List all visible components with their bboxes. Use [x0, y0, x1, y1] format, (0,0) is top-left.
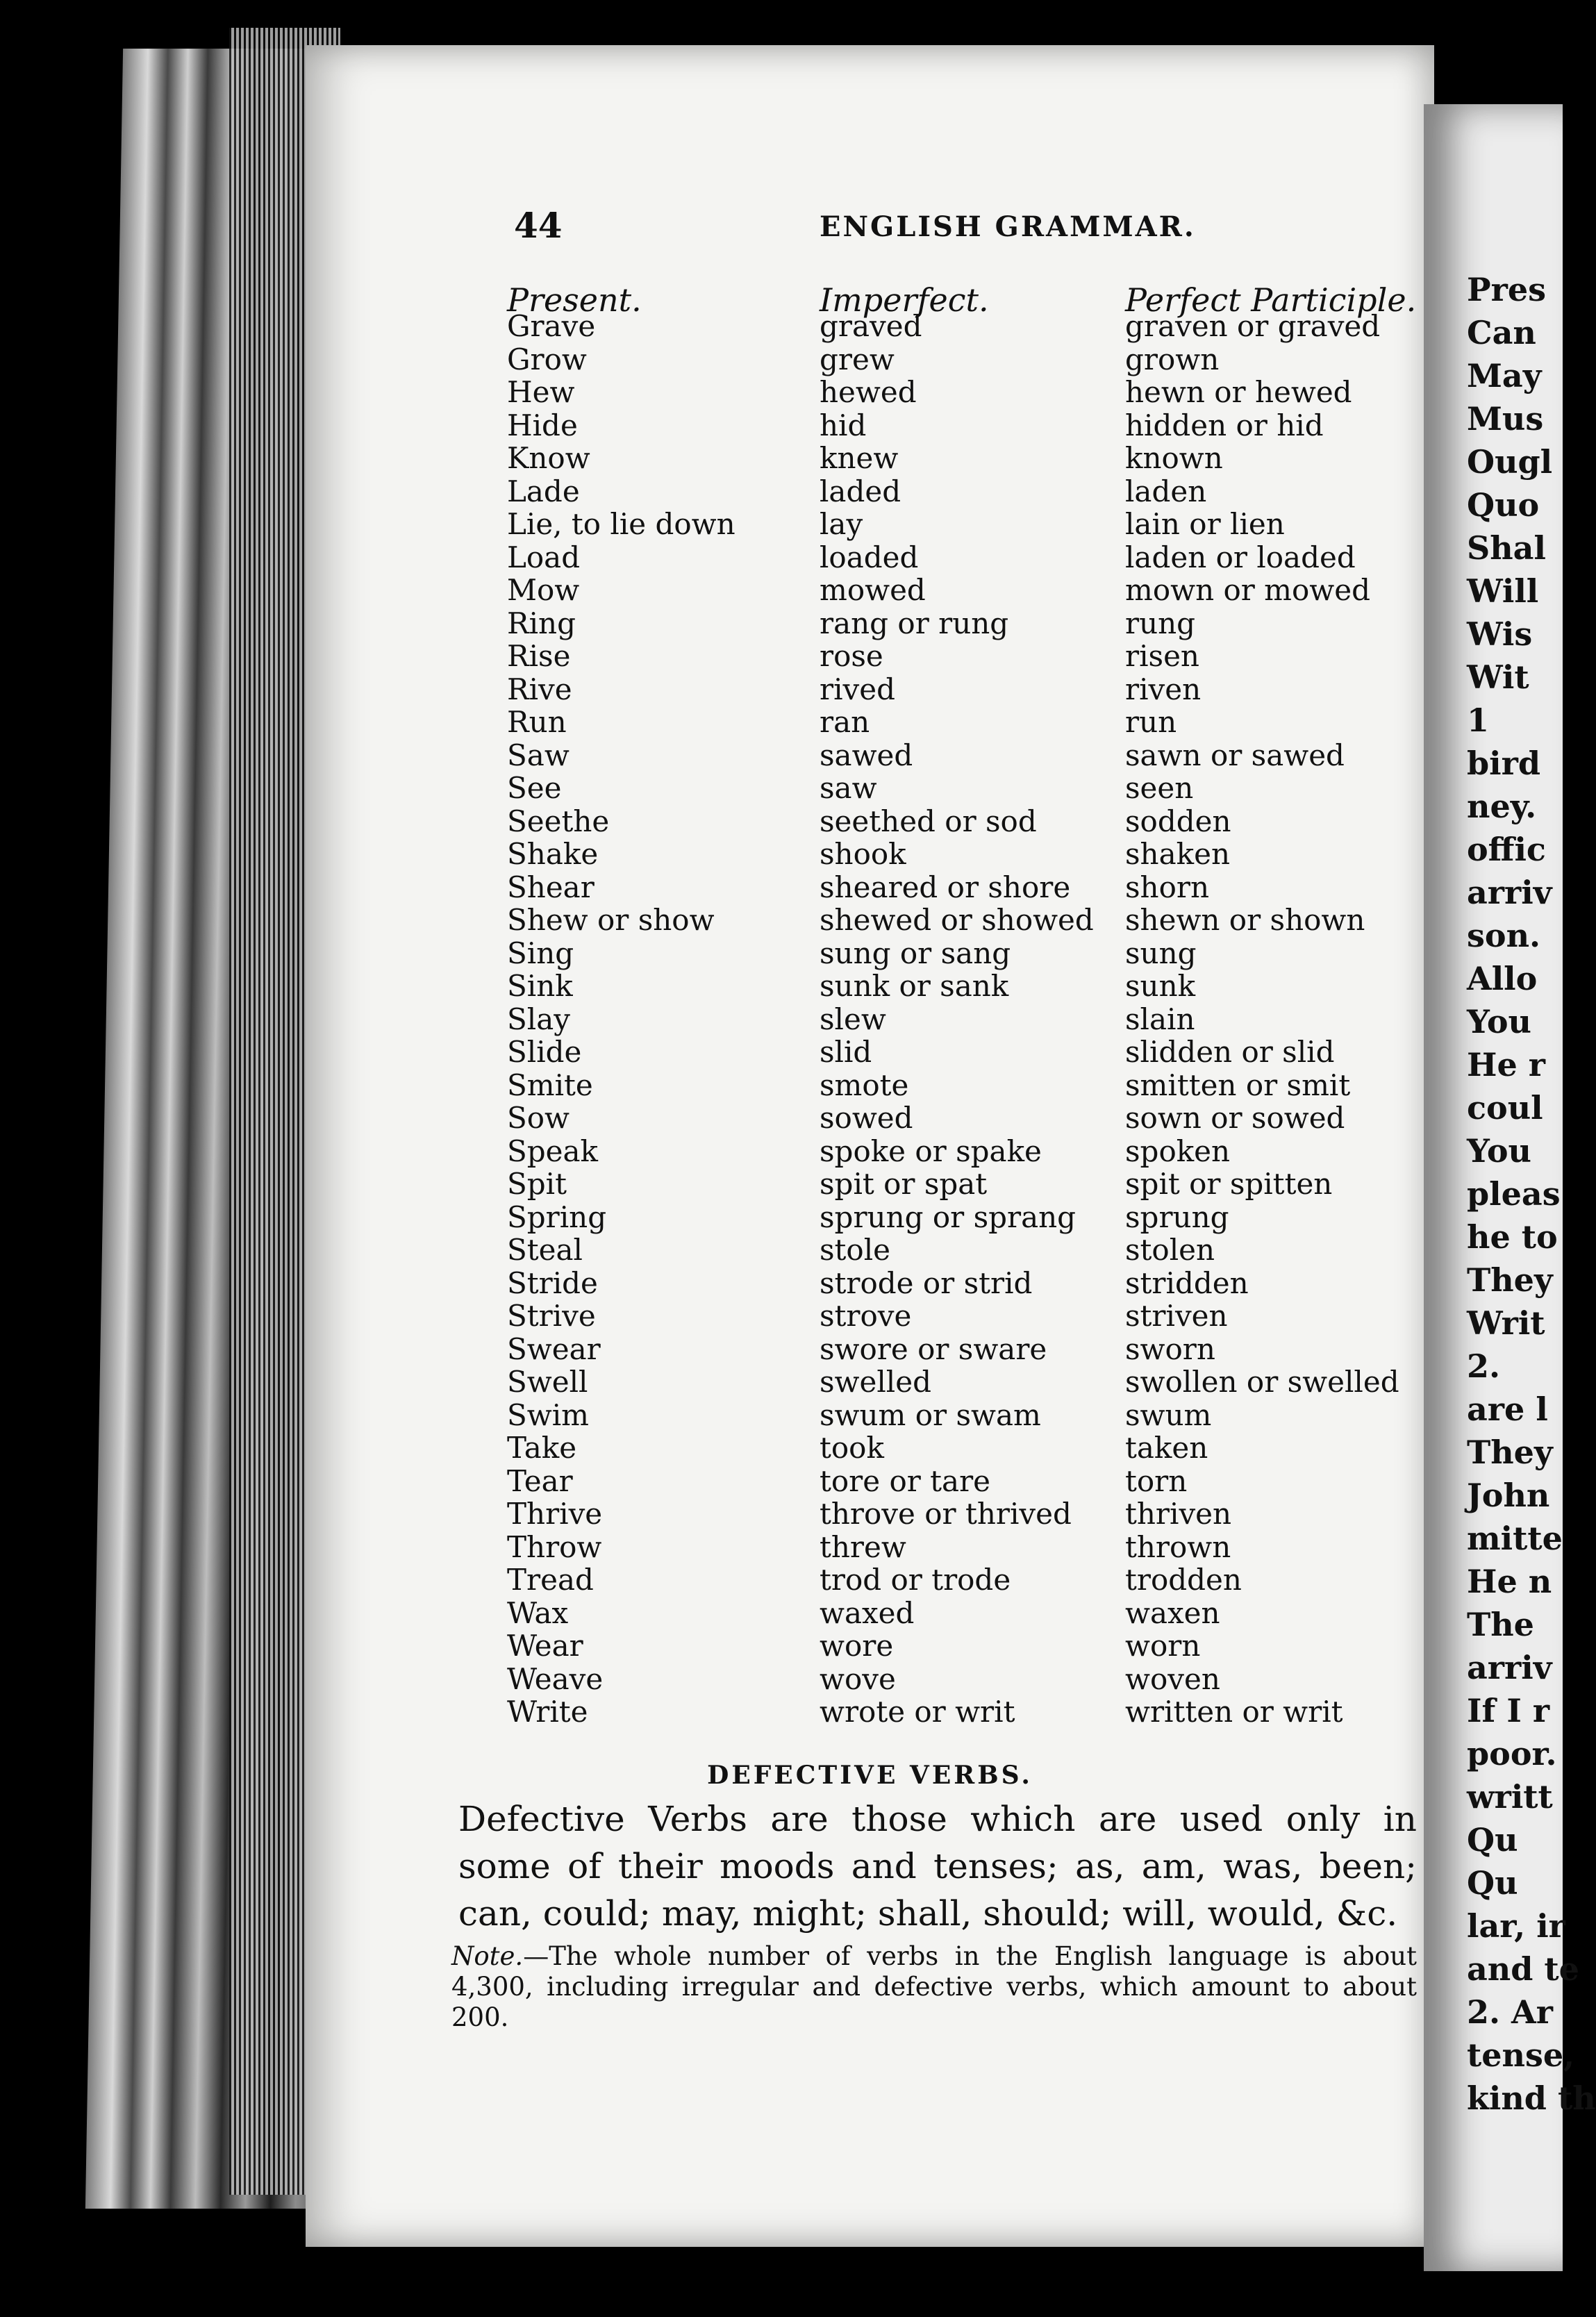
verb-imperfect: wore	[820, 1629, 894, 1663]
verb-imperfect: trod or trode	[820, 1563, 1011, 1597]
facing-page-line: Writ	[1467, 1304, 1545, 1342]
verb-imperfect: strode or strid	[820, 1265, 1033, 1300]
verb-present: Ring	[507, 606, 576, 640]
verb-present: Steal	[507, 1233, 583, 1267]
verb-imperfect: ran	[820, 705, 870, 739]
facing-page-line: he to	[1467, 1218, 1558, 1256]
facing-page-line: and te	[1467, 1950, 1579, 1988]
facing-page-line: kind th	[1467, 2079, 1596, 2117]
verb-imperfect: took	[820, 1431, 884, 1465]
table-row	[306, 1233, 1434, 1266]
verb-present: Swell	[507, 1365, 588, 1399]
verb-participle: waxen	[1125, 1595, 1220, 1630]
verb-participle: laden or loaded	[1125, 540, 1356, 574]
facing-page	[1424, 104, 1596, 2271]
verb-imperfect: shook	[820, 837, 906, 871]
verb-present: Sink	[507, 969, 573, 1003]
verb-present: Strive	[507, 1299, 596, 1333]
verb-participle: woven	[1125, 1661, 1220, 1696]
verb-present: Swear	[507, 1331, 601, 1366]
verb-participle: slain	[1125, 1002, 1195, 1036]
verb-participle: sunk	[1125, 969, 1196, 1003]
facing-page-line: You	[1467, 1132, 1531, 1170]
facing-page-line: They	[1467, 1434, 1553, 1471]
verb-imperfect: seethed or sod	[820, 804, 1037, 838]
table-row	[306, 1068, 1434, 1102]
facing-page-line: arriv	[1467, 874, 1552, 911]
table-row	[306, 837, 1434, 870]
verb-imperfect: loaded	[820, 540, 919, 574]
verb-participle: thriven	[1125, 1497, 1232, 1531]
facing-page-line: are l	[1467, 1390, 1548, 1428]
facing-page-line: poor.	[1467, 1735, 1557, 1772]
verb-participle: slidden or slid	[1125, 1035, 1335, 1069]
verb-present: Tear	[507, 1463, 573, 1498]
table-row	[306, 1530, 1434, 1563]
facing-page-line: coul	[1467, 1089, 1543, 1127]
facing-page-line: offic	[1467, 831, 1546, 868]
verb-participle: sown or sowed	[1125, 1101, 1345, 1135]
running-head: ENGLISH GRAMMAR.	[820, 210, 1196, 243]
verb-participle: worn	[1125, 1629, 1201, 1663]
note-paragraph	[451, 1941, 1417, 2033]
table-row	[306, 1332, 1434, 1365]
verb-present: Spring	[507, 1199, 607, 1234]
table-row	[306, 804, 1434, 838]
verb-imperfect: throve or thrived	[820, 1497, 1072, 1531]
verb-present: Thrive	[507, 1497, 603, 1531]
facing-page-line: Wis	[1467, 615, 1533, 653]
verb-present: Spit	[507, 1167, 567, 1201]
verb-imperfect: threw	[820, 1529, 906, 1564]
verb-imperfect: sawed	[820, 738, 913, 772]
verb-participle: shewn or shown	[1125, 903, 1365, 937]
verb-present: Slay	[507, 1002, 570, 1036]
verb-present: Seethe	[507, 804, 610, 838]
table-row	[306, 738, 1434, 772]
verb-imperfect: wove	[820, 1661, 896, 1696]
verb-imperfect: shewed or showed	[820, 903, 1094, 937]
table-row	[306, 309, 1434, 342]
verb-present: Tread	[507, 1563, 594, 1597]
verb-participle: swum	[1125, 1397, 1212, 1432]
table-row	[306, 1365, 1434, 1398]
verb-imperfect: rose	[820, 639, 883, 673]
verb-participle: known	[1125, 441, 1223, 475]
facing-page-line: He n	[1467, 1563, 1552, 1600]
table-row	[306, 1563, 1434, 1596]
table-row	[306, 573, 1434, 606]
facing-page-line: lar, ir	[1467, 1907, 1565, 1945]
table-row	[306, 639, 1434, 672]
facing-page-line: You	[1467, 1003, 1531, 1040]
verb-participle: laden	[1125, 474, 1207, 508]
verb-present: Run	[507, 705, 567, 739]
note-lead: Note.	[451, 1941, 524, 1971]
verb-participle: striven	[1125, 1299, 1228, 1333]
verb-imperfect: grew	[820, 342, 895, 376]
facing-page-line: Qu	[1467, 1821, 1518, 1859]
verb-present: Stride	[507, 1265, 598, 1300]
defective-verbs-paragraph: Defective Verbs are those which are used only in some of their moods and tenses; as, am, was, been; can, could; may, might; shall, should; will, would, &c.	[458, 1799, 1417, 1934]
verb-participle: sung	[1125, 936, 1197, 970]
column-header-imperfect: Imperfect.	[820, 281, 989, 319]
table-row	[306, 1662, 1434, 1695]
verb-imperfect: hewed	[820, 375, 917, 409]
facing-page-line: bird	[1467, 745, 1541, 782]
column-header-participle: Perfect Participle.	[1125, 281, 1417, 319]
table-row	[306, 969, 1434, 1002]
verb-participle: shaken	[1125, 837, 1230, 871]
verb-imperfect: swore or sware	[820, 1331, 1047, 1366]
verb-participle: sawn or sawed	[1125, 738, 1345, 772]
verb-participle: riven	[1125, 672, 1202, 706]
facing-page-line: Quo	[1467, 486, 1540, 524]
verb-present: Load	[507, 540, 581, 574]
verb-present: Shake	[507, 837, 599, 871]
facing-page-line: Can	[1467, 314, 1536, 351]
verb-participle: stridden	[1125, 1265, 1249, 1300]
table-row	[306, 507, 1434, 540]
facing-page-line: Pres	[1467, 271, 1546, 308]
verb-participle: mown or mowed	[1125, 573, 1370, 607]
verb-participle: seen	[1125, 771, 1194, 805]
table-row	[306, 903, 1434, 936]
verb-present: Know	[507, 441, 590, 475]
verb-participle: stolen	[1125, 1233, 1215, 1267]
facing-page-line: mitte	[1467, 1520, 1563, 1557]
table-row	[306, 705, 1434, 738]
table-row	[306, 1596, 1434, 1629]
verb-participle: spoken	[1125, 1133, 1231, 1168]
verb-present: Swim	[507, 1397, 589, 1432]
verb-imperfect: sowed	[820, 1101, 913, 1135]
verb-participle: torn	[1125, 1463, 1188, 1498]
facing-page-line: ney.	[1467, 788, 1537, 825]
table-row	[306, 1035, 1434, 1068]
table-row	[306, 1134, 1434, 1168]
table-row	[306, 1629, 1434, 1662]
verb-present: Saw	[507, 738, 570, 772]
verb-imperfect: wrote or writ	[820, 1695, 1015, 1729]
facing-page-line: They	[1467, 1261, 1553, 1299]
table-row	[306, 474, 1434, 508]
verb-imperfect: sheared or shore	[820, 870, 1071, 904]
verb-participle: run	[1125, 705, 1177, 739]
verb-participle: sworn	[1125, 1331, 1215, 1366]
verb-participle: risen	[1125, 639, 1199, 673]
facing-page-line: May	[1467, 357, 1542, 395]
verb-imperfect: smote	[820, 1068, 909, 1102]
table-row	[306, 1431, 1434, 1464]
verb-participle: hewn or hewed	[1125, 375, 1352, 409]
verb-present: Throw	[507, 1529, 602, 1564]
table-row	[306, 408, 1434, 442]
table-row	[306, 672, 1434, 706]
facing-page-line: writt	[1467, 1778, 1553, 1816]
facing-page-line: Will	[1467, 572, 1539, 610]
table-row	[306, 1497, 1434, 1530]
verb-present: Sing	[507, 936, 574, 970]
verb-present: Slide	[507, 1035, 582, 1069]
table-row	[306, 375, 1434, 408]
facing-page-line: pleas	[1467, 1175, 1561, 1213]
table-row	[306, 441, 1434, 474]
table-row	[306, 1266, 1434, 1299]
verb-participle: rung	[1125, 606, 1196, 640]
verb-participle: hidden or hid	[1125, 408, 1324, 442]
verb-present: Hide	[507, 408, 578, 442]
verb-imperfect: tore or tare	[820, 1463, 991, 1498]
verb-participle: taken	[1125, 1431, 1208, 1465]
verb-imperfect: graved	[820, 309, 922, 343]
verb-present: Lie, to lie down	[507, 507, 735, 541]
facing-page-line: Wit	[1467, 658, 1529, 696]
table-row	[306, 606, 1434, 640]
table-row	[306, 1200, 1434, 1234]
facing-page-line: Allo	[1467, 960, 1538, 997]
verb-imperfect: saw	[820, 771, 877, 805]
verb-imperfect: swum or swam	[820, 1397, 1041, 1432]
verb-present: Weave	[507, 1661, 604, 1696]
facing-page-line: son.	[1467, 917, 1541, 954]
verb-present: See	[507, 771, 562, 805]
verb-present: Shew or show	[507, 903, 715, 937]
facing-page-line: If I r	[1467, 1692, 1550, 1729]
verb-present: Rise	[507, 639, 571, 673]
facing-page-line: John	[1467, 1477, 1550, 1514]
verb-present: Smite	[507, 1068, 593, 1102]
facing-page-line: 2.	[1467, 1347, 1501, 1385]
verb-present: Shear	[507, 870, 595, 904]
table-row	[306, 936, 1434, 970]
facing-page-line: 2. Ar	[1467, 1993, 1553, 2031]
facing-page-line: He r	[1467, 1046, 1545, 1083]
verb-participle: graven or graved	[1125, 309, 1381, 343]
page-header	[306, 205, 1434, 247]
verb-present: Grow	[507, 342, 587, 376]
facing-page-line: arriv	[1467, 1649, 1552, 1686]
verb-imperfect: sunk or sank	[820, 969, 1009, 1003]
table-row	[306, 1299, 1434, 1332]
facing-page-line: 1	[1467, 701, 1490, 739]
facing-page-line: The	[1467, 1606, 1534, 1643]
table-row	[306, 1695, 1434, 1728]
verb-imperfect: hid	[820, 408, 867, 442]
verb-participle: written or writ	[1125, 1695, 1343, 1729]
verb-imperfect: sung or sang	[820, 936, 1011, 970]
verb-imperfect: strove	[820, 1299, 912, 1333]
verb-present: Lade	[507, 474, 580, 508]
verb-present: Sow	[507, 1101, 570, 1135]
verb-imperfect: slew	[820, 1002, 886, 1036]
facing-page-line: Ougl	[1467, 443, 1553, 481]
verb-imperfect: knew	[820, 441, 899, 475]
table-row	[306, 1101, 1434, 1134]
facing-page-line: Qu	[1467, 1864, 1518, 1902]
verb-imperfect: spit or spat	[820, 1167, 988, 1201]
section-title: DEFECTIVE VERBS.	[707, 1761, 1033, 1790]
verb-present: Hew	[507, 375, 575, 409]
verb-participle: trodden	[1125, 1563, 1242, 1597]
verb-imperfect: stole	[820, 1233, 891, 1267]
verb-present: Grave	[507, 309, 596, 343]
page-number: 44	[514, 205, 563, 246]
facing-page-line: Shal	[1467, 529, 1546, 567]
book-page	[306, 45, 1434, 2247]
table-row	[306, 1167, 1434, 1200]
verb-present: Wear	[507, 1629, 583, 1663]
table-row	[306, 870, 1434, 904]
verb-imperfect: waxed	[820, 1595, 915, 1630]
verb-imperfect: laded	[820, 474, 901, 508]
facing-page-line: tense,	[1467, 2036, 1575, 2074]
verb-imperfect: spoke or spake	[820, 1133, 1042, 1168]
table-row	[306, 540, 1434, 574]
verb-imperfect: sprung or sprang	[820, 1199, 1077, 1234]
verb-present: Speak	[507, 1133, 599, 1168]
table-row	[306, 342, 1434, 376]
verb-present: Write	[507, 1695, 588, 1729]
verb-imperfect: swelled	[820, 1365, 931, 1399]
table-row	[306, 771, 1434, 804]
verb-participle: thrown	[1125, 1529, 1231, 1564]
note-text: —The whole number of verbs in the English language is about 4,300, including irregular and defective verbs, which amount to about 200.	[451, 1941, 1417, 2032]
verb-participle: swollen or swelled	[1125, 1365, 1399, 1399]
verb-imperfect: lay	[820, 507, 863, 541]
column-header-present: Present.	[507, 281, 642, 319]
verb-present: Rive	[507, 672, 572, 706]
verb-participle: shorn	[1125, 870, 1210, 904]
table-row	[306, 1398, 1434, 1431]
verb-present: Take	[507, 1431, 577, 1465]
verb-present: Mow	[507, 573, 580, 607]
verb-participle: spit or spitten	[1125, 1167, 1333, 1201]
verb-participle: sprung	[1125, 1199, 1229, 1234]
verb-imperfect: slid	[820, 1035, 872, 1069]
table-row	[306, 1002, 1434, 1036]
facing-page-line: Mus	[1467, 400, 1544, 438]
verb-participle: grown	[1125, 342, 1220, 376]
verb-imperfect: mowed	[820, 573, 926, 607]
verb-participle: smitten or smit	[1125, 1068, 1351, 1102]
verb-imperfect: rang or rung	[820, 606, 1009, 640]
verb-imperfect: rived	[820, 672, 895, 706]
verb-participle: sodden	[1125, 804, 1231, 838]
verb-participle: lain or lien	[1125, 507, 1285, 541]
table-row	[306, 1464, 1434, 1497]
verb-present: Wax	[507, 1595, 569, 1630]
